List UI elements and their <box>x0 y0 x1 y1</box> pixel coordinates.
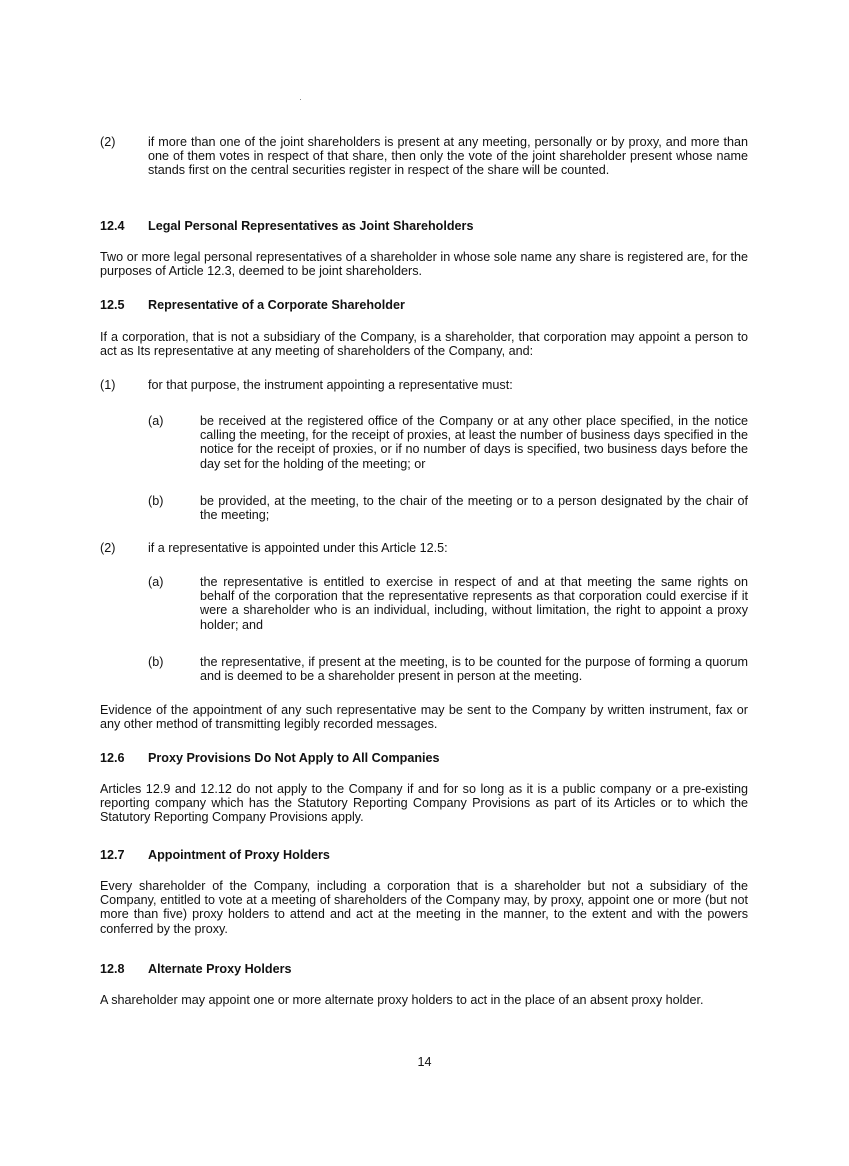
clause-text: the representative is entitled to exercise in respect of and at that meeting the same rights on behalf of the corporation that the representative represents as that corporation could exercise if it were a shareholder who is an individual, including, without limitation, the right to appoint a proxy holder; and <box>200 575 748 632</box>
heading-title: Representative of a Corporate Shareholder <box>148 298 405 312</box>
heading-title: Alternate Proxy Holders <box>148 962 292 976</box>
heading-12-4 <box>100 219 748 233</box>
clause-number: (2) <box>100 541 116 555</box>
subclause-2 <box>100 541 748 555</box>
subclause-2b <box>100 655 748 683</box>
heading-title: Appointment of Proxy Holders <box>148 848 330 862</box>
clause-number: (b) <box>148 655 164 669</box>
paragraph-12-8: A shareholder may appoint one or more alternate proxy holders to act in the place of an absent proxy holder. <box>100 993 704 1007</box>
heading-number: 12.7 <box>100 848 125 862</box>
heading-title: Proxy Provisions Do Not Apply to All Companies <box>148 751 440 765</box>
paragraph-12-4: Two or more legal personal representatives of a shareholder in whose sole name any share is registered are, for the purposes of Article 12.3, deemed to be joint shareholders. <box>100 250 748 279</box>
clause-number: (a) <box>148 575 164 589</box>
page-number: 14 <box>417 1055 432 1069</box>
paragraph-evidence: Evidence of the appointment of any such representative may be sent to the Company by written instrument, fax or any other method of transmitting legibly recorded messages. <box>100 703 748 732</box>
paragraph-12-7: Every shareholder of the Company, including a corporation that is a shareholder but not a subsidiary of the Company, entitled to vote at a meeting of shareholders of the Company may, by proxy, appoint one or more (but not more than five) proxy holders to attend and act at the meeting in the manner, to the extent and with the powers conferred by the proxy. <box>100 879 748 936</box>
heading-number: 12.6 <box>100 751 125 765</box>
subclause-1 <box>100 378 748 392</box>
paragraph-12-5: If a corporation, that is not a subsidiary of the Company, is a shareholder, that corporation may appoint a person to act as Its representative at any meeting of shareholders of the Company, and: <box>100 330 748 359</box>
clause-text: for that purpose, the instrument appointing a representative must: <box>148 378 513 392</box>
clause-number: (a) <box>148 414 164 428</box>
heading-title: Legal Personal Representatives as Joint Shareholders <box>148 219 474 233</box>
heading-12-5 <box>100 298 748 312</box>
clause-text: be received at the registered office of the Company or at any other place specified, in the notice calling the meeting, for the receipt of proxies, at least the number of business days specified in the notice for the receipt of proxies, or if no number of days is specified, two business days before the day set for the holding of the meeting; or <box>200 414 748 471</box>
heading-12-8 <box>100 962 748 976</box>
heading-number: 12.5 <box>100 298 125 312</box>
heading-12-6 <box>100 751 748 765</box>
clause-number: (1) <box>100 378 116 392</box>
clause-text: if a representative is appointed under this Article 12.5: <box>148 541 448 555</box>
stray-mark <box>300 99 301 100</box>
clause-text: if more than one of the joint shareholders is present at any meeting, personally or by proxy, and more than one of them votes in respect of that share, then only the vote of the joint shareholder present whose name stands first on the central securities register in respect of the share will be counted. <box>148 135 748 178</box>
paragraph-12-6: Articles 12.9 and 12.12 do not apply to the Company if and for so long as it is a public company or a pre-existing reporting company which has the Statutory Reporting Company Provisions as part of its Articles or to which the Statutory Reporting Company Provisions apply. <box>100 782 748 825</box>
clause-2 <box>100 135 748 178</box>
clause-text: the representative, if present at the meeting, is to be counted for the purpose of forming a quorum and is deemed to be a shareholder present in person at the meeting. <box>200 655 748 684</box>
heading-12-7 <box>100 848 748 862</box>
subclause-1a <box>100 414 748 471</box>
heading-number: 12.4 <box>100 219 125 233</box>
clause-number: (2) <box>100 135 116 149</box>
clause-number: (b) <box>148 494 164 508</box>
heading-number: 12.8 <box>100 962 125 976</box>
clause-text: be provided, at the meeting, to the chair of the meeting or to a person designated by the chair of the meeting; <box>200 494 748 523</box>
subclause-2a <box>100 575 748 632</box>
subclause-1b <box>100 494 748 522</box>
